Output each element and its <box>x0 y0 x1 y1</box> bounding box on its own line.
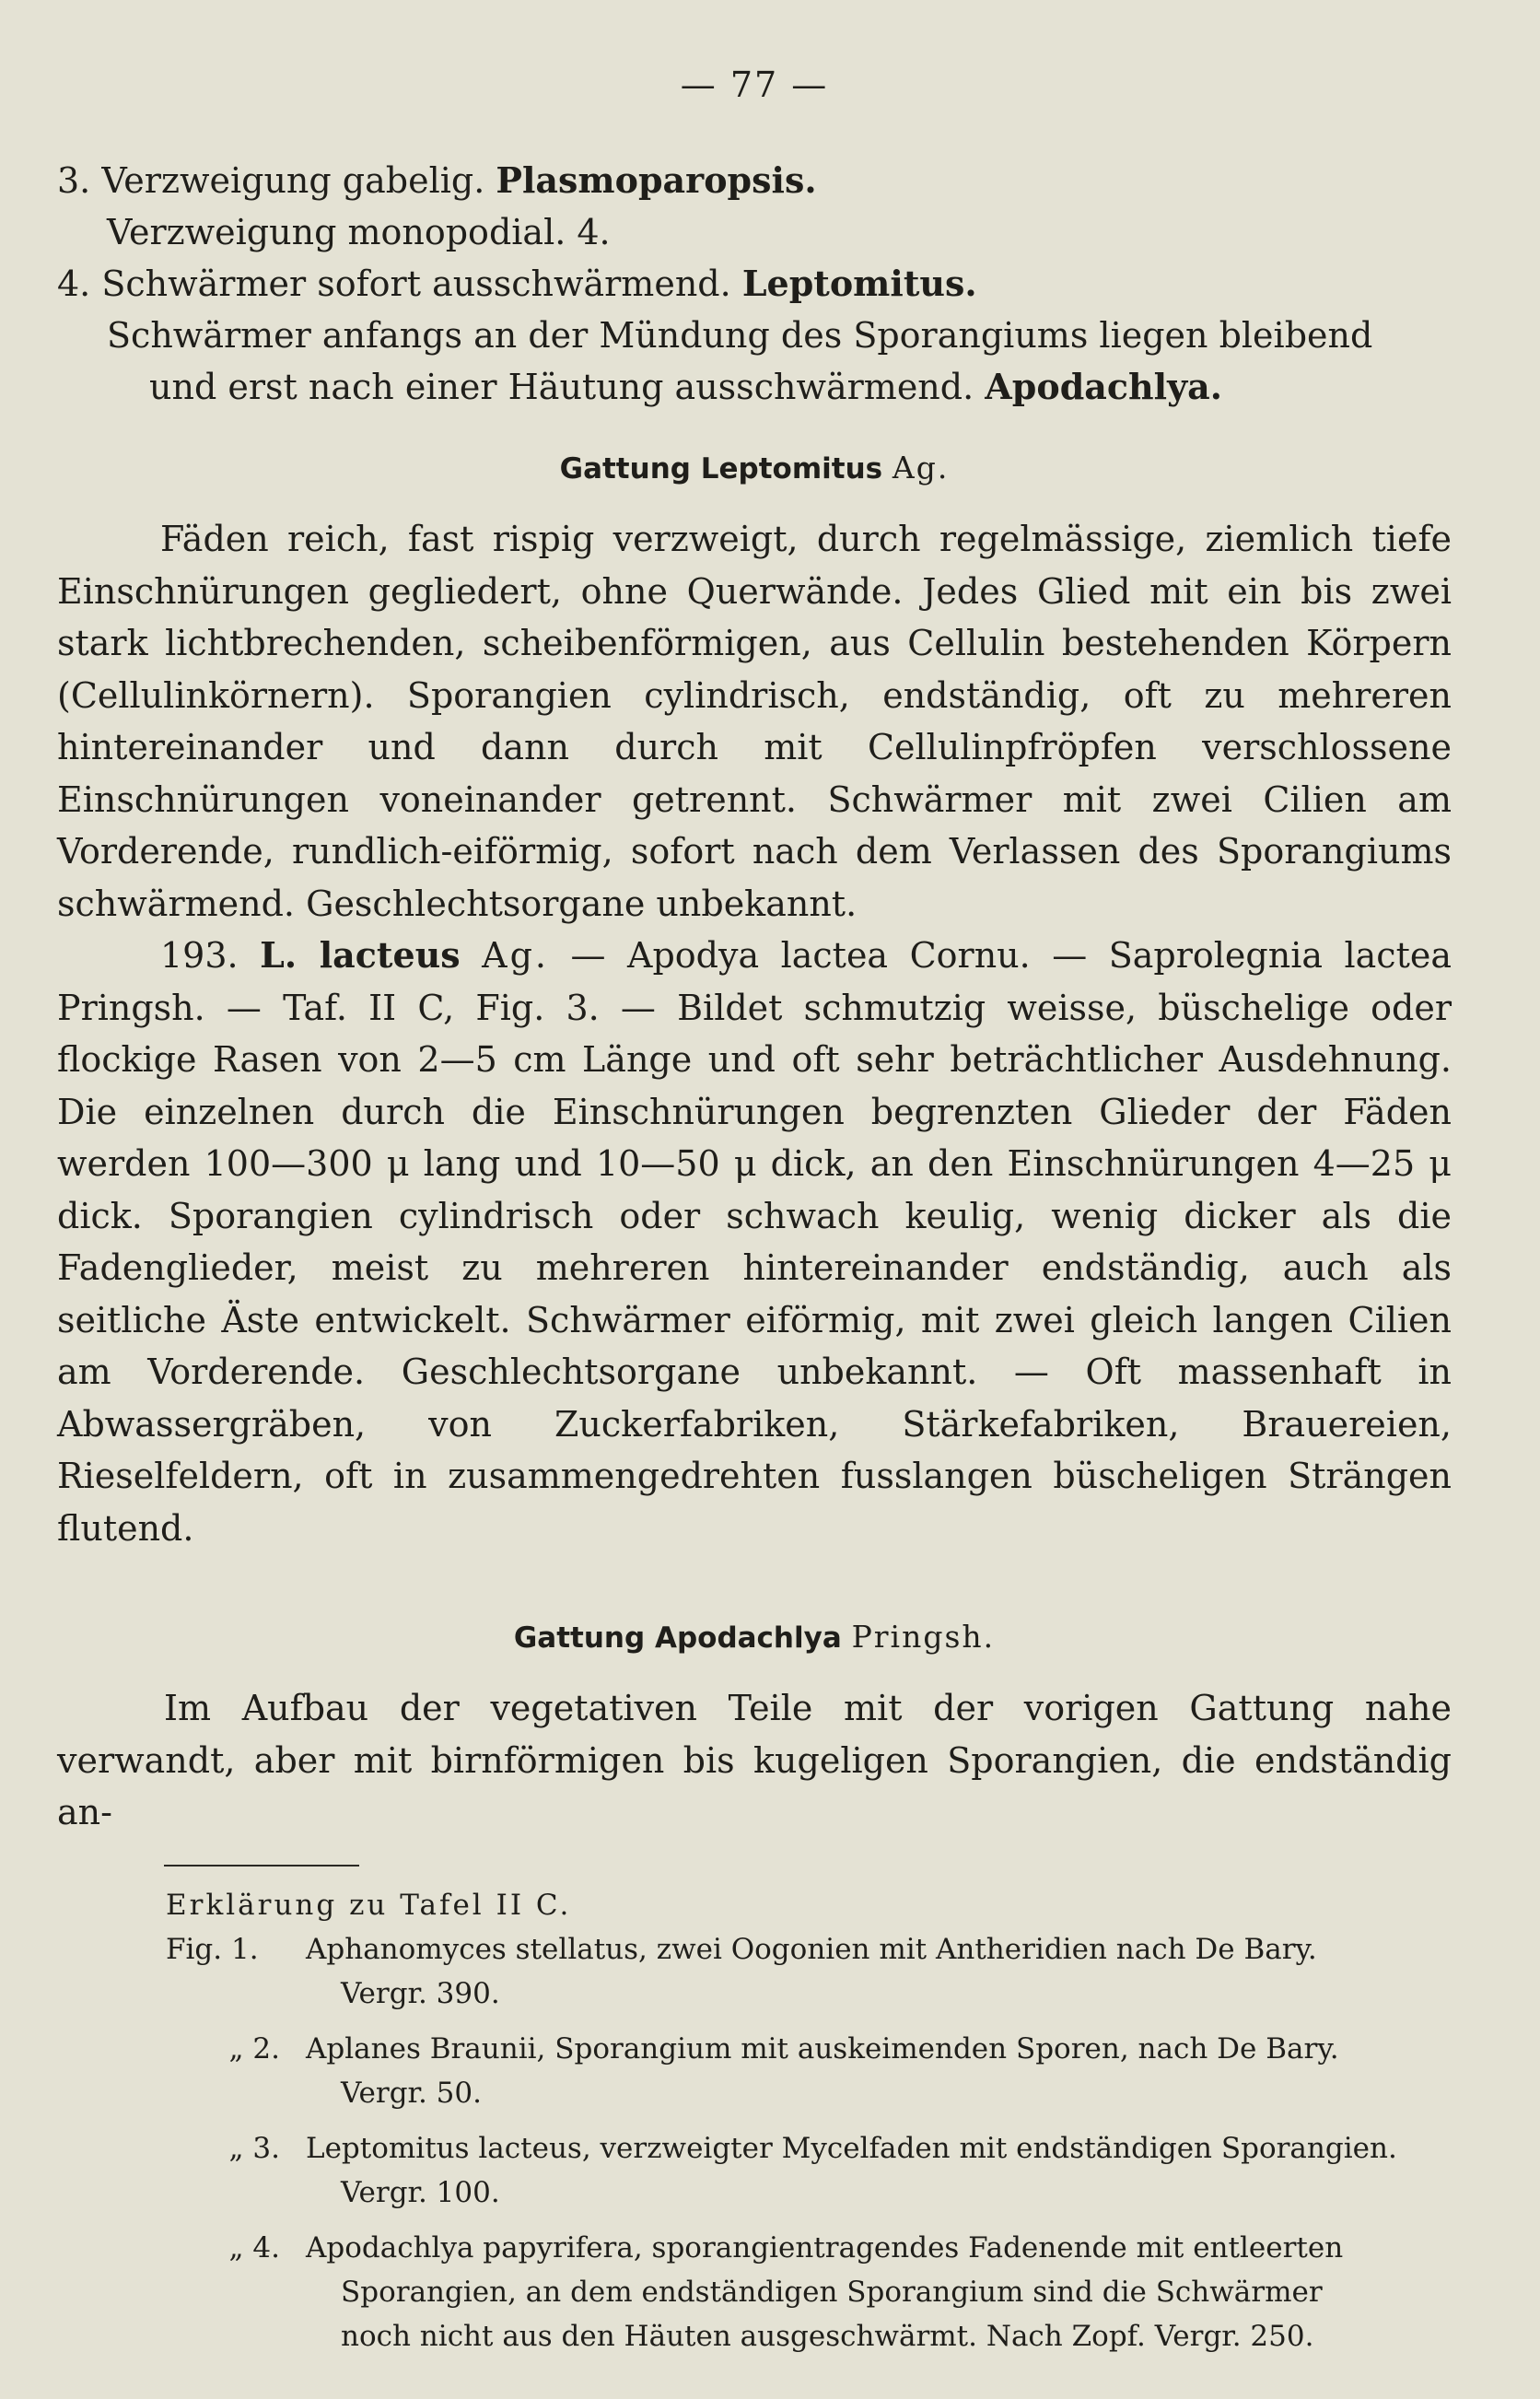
key-taxon: Plasmoparopsis. <box>496 159 817 201</box>
figure-label: „ 3. <box>228 2131 280 2165</box>
figure-text: Aplanes Braunii, Sporangium mit auskeimenden Sporen, nach De Bary. <box>306 2031 1339 2065</box>
genus-description-leptomitus: Fäden reich, fast rispig verzweigt, durch regelmässige, ziemlich tiefe Einschnürungen gegliedert, ohne Querwände. Jedes Glied mit ein bis zwei stark lichtbrechenden, scheibenförmigen, aus Cellulin bestehenden Körpern (Cellulinkörnern). Sporangien cylindrisch, endständig, oft zu mehreren hintereinander und dann durch mit Cellulinpfröpfen verschlossene Einschnürungen voneinander getrennt. Schwärmer mit zwei Cilien am Vorderende, rundlich-eiförmig, sofort nach dem Verlassen des Sporangiums schwärmend. Geschlechtsorgane unbekannt. <box>57 519 1452 924</box>
figure-label: „ 2. <box>228 2031 280 2065</box>
genus-heading-apodachlya <box>57 1619 1452 1655</box>
figure-text: Apodachlya papyrifera, sporangientragendes Fadenende mit entleerten <box>306 2230 1344 2264</box>
key-entry-4b <box>57 310 1452 361</box>
key-text: und erst nach einer Häutung ausschwärmend. <box>149 367 974 407</box>
species-authority: Ag. <box>482 935 550 976</box>
key-entry-4a <box>57 258 1452 310</box>
identification-key <box>57 155 1452 413</box>
key-text: 3. Verzweigung gabelig. <box>57 160 485 201</box>
figure-caption-1 <box>57 1927 1452 2016</box>
key-taxon: Apodachlya. <box>985 366 1223 407</box>
figure-label: Fig. 1. <box>166 1932 259 1966</box>
key-entry-3b <box>57 206 1452 258</box>
plate-explanation-title: Erklärung zu Tafel II C. <box>166 1888 572 1922</box>
figure-text-cont: noch nicht aus den Häuten ausgeschwärmt. Nach Zopf. Vergr. 250. <box>341 2319 1314 2353</box>
figure-caption-2 <box>57 2027 1452 2115</box>
key-text: 4. Schwärmer sofort ausschwärmend. <box>57 263 731 304</box>
key-taxon: Leptomitus. <box>741 263 977 304</box>
genus-name: Gattung Apodachlya <box>513 1621 842 1655</box>
key-text: Verzweigung monopodial. 4. <box>107 212 611 252</box>
figure-text-cont: Sporangien, an dem endständigen Sporangium sind die Schwärmer <box>341 2275 1323 2309</box>
footnote-divider <box>164 1865 359 1867</box>
figure-caption-3 <box>57 2126 1452 2215</box>
genus-description-apodachlya: Im Aufbau der vegetativen Teile mit der vorigen Gattung nahe verwandt, aber mit birnförmigen bis kugeligen Sporangien, die endständig an- <box>57 1688 1452 1832</box>
figure-text: Leptomitus lacteus, verzweigter Mycelfaden mit endständigen Sporangien. <box>306 2131 1397 2165</box>
page-number: — 77 — <box>680 64 829 105</box>
genus-authority: Pringsh. <box>851 1619 996 1655</box>
figure-label: „ 4. <box>228 2230 280 2264</box>
key-entry-3a <box>57 155 1452 206</box>
key-text: Schwärmer anfangs an der Mündung des Sporangiums liegen bleibend <box>107 315 1373 356</box>
genus-heading-leptomitus <box>57 450 1452 486</box>
figure-magnification: Vergr. 50. <box>341 2076 482 2110</box>
figure-magnification: Vergr. 100. <box>341 2175 500 2209</box>
genus-name: Gattung Leptomitus <box>559 452 883 486</box>
figure-caption-4 <box>57 2226 1452 2358</box>
species-entry-193 <box>57 930 1452 1554</box>
figure-magnification: Vergr. 390. <box>341 1976 500 2010</box>
species-name: L. lacteus <box>260 934 461 976</box>
species-number: 193. <box>160 935 239 976</box>
genus-authority: Ag. <box>892 450 950 486</box>
key-entry-4b-cont <box>57 361 1452 413</box>
plate-explanation <box>57 1883 1452 2358</box>
figure-text: Aphanomyces stellatus, zwei Oogonien mit Antheridien nach De Bary. <box>306 1932 1317 1966</box>
species-text: — Apodya lactea Cornu. — Saprolegnia lactea Pringsh. — Taf. II C, Fig. 3. — Bildet schmutzig weisse, büschelige oder flockige Rasen von 2—5 cm Länge und oft sehr beträchtlicher Ausdehnung. Die einzelnen durch die Einschnürungen begrenzten Glieder der Fäden werden 100—300 μ lang und 10—50 μ dick, an den Einschnürungen 4—25 μ dick. Sporangien cylindrisch oder schwach keulig, wenig dicker als die Fadenglieder, meist zu mehreren hintereinander endständig, auch als seitliche Äste entwickelt. Schwärmer eiförmig, mit zwei gleich langen Cilien am Vorderende. Geschlechtsorgane unbekannt. — Oft massenhaft in Abwassergräben, von Zuckerfabriken, Stärkefabriken, Brauereien, Rieselfeldern, oft in zusammengedrehten fusslangen büscheligen Strängen flutend. <box>57 935 1452 1549</box>
